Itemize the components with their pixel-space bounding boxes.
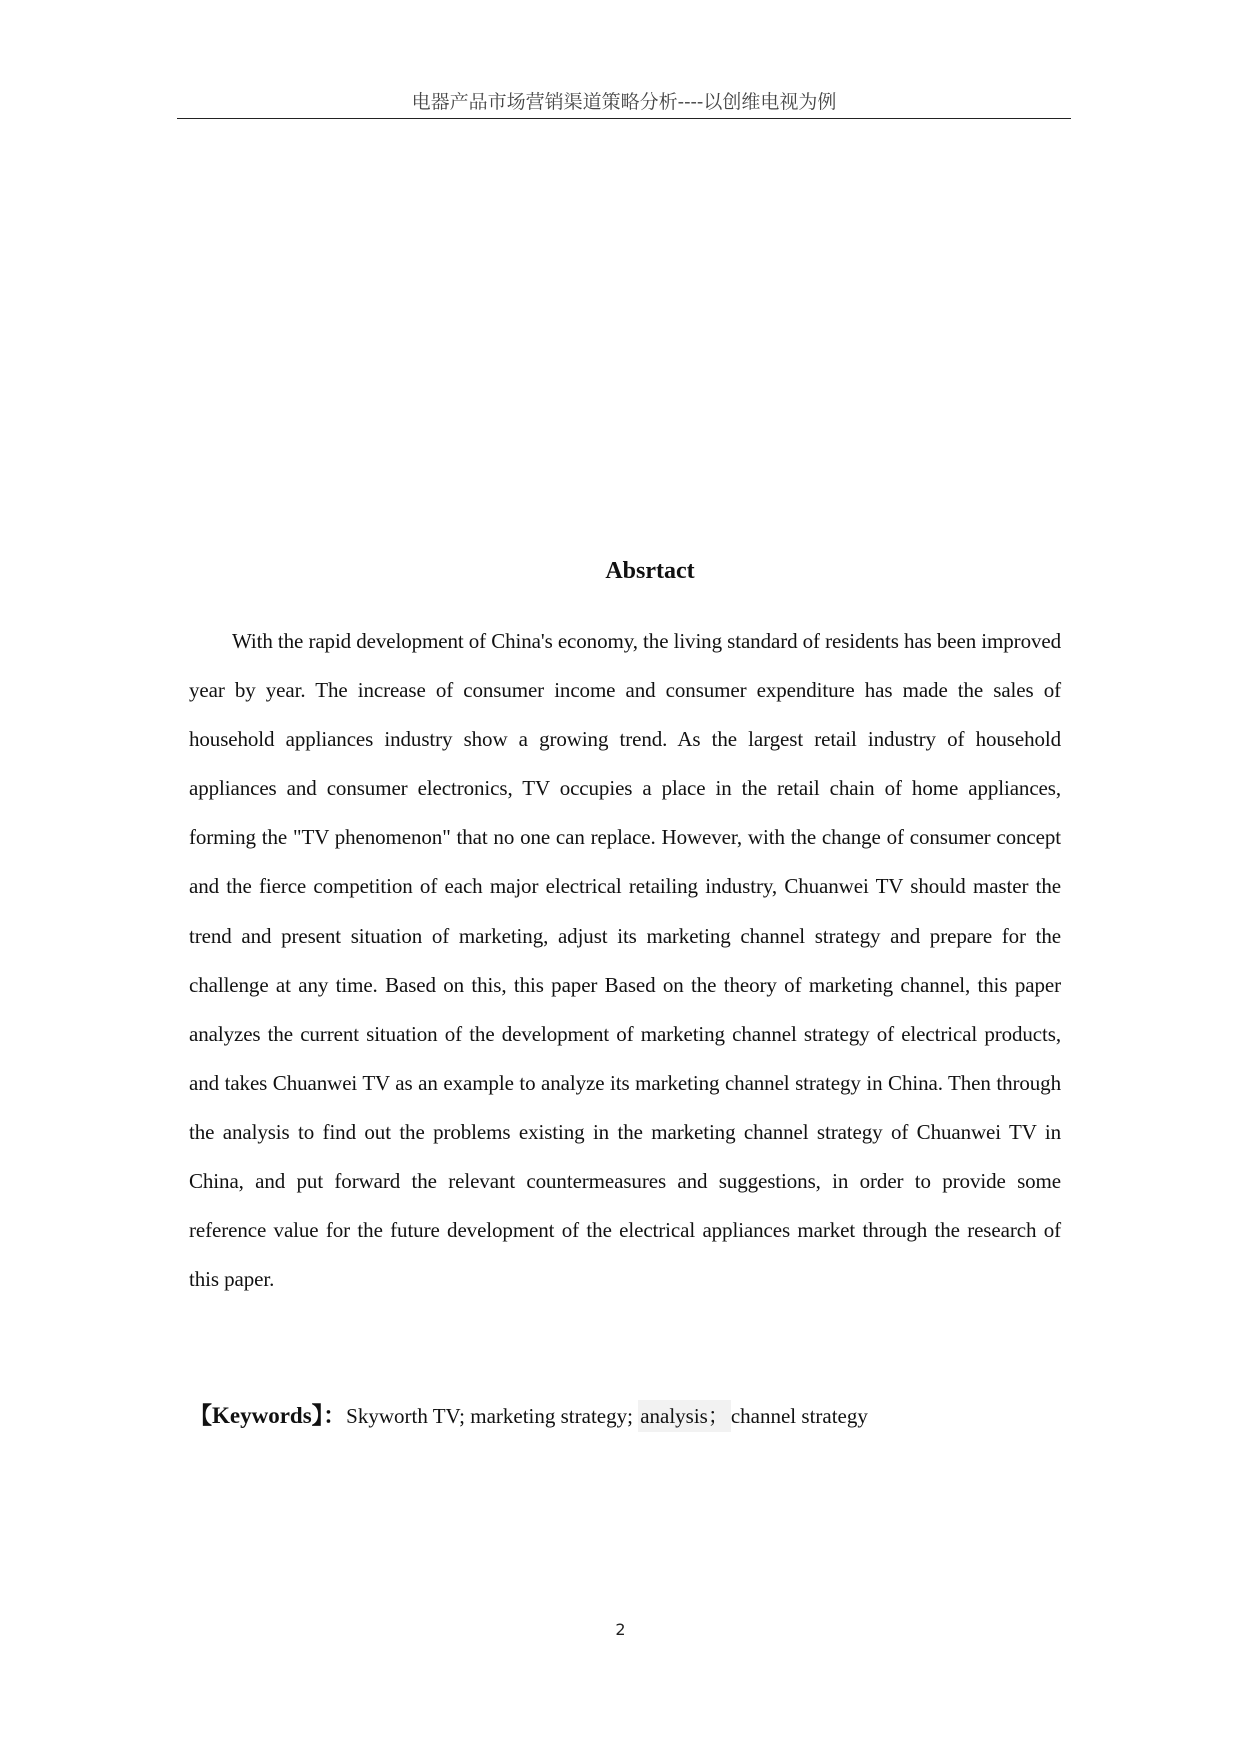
keywords-items: Skyworth TV; marketing strategy; [346, 1404, 639, 1428]
abstract-title: Absrtact [605, 558, 695, 584]
keywords-items-end: channel strategy [730, 1404, 868, 1428]
keywords-label: 【Keywords】： [189, 1403, 347, 1428]
page-number: 2 [615, 1620, 626, 1639]
running-header: 电器产品市场营销渠道策略分析----以创维电视为例 [411, 91, 837, 113]
header-rule [177, 118, 1071, 119]
abstract-body: With the rapid development of China's economy, the living standard of residents has been improved year by year. The increase of consumer income and consumer expenditure has made the sales of household appliances industry show a growing trend. As the largest retail industry of household appliances and consumer electronics, TV occupies a place in the retail chain of home appliances, forming the "TV phenomenon" that no one can replace. However, with the change of consumer concept and the fierce competition of each major electrical retailing industry, Chuanwei TV should master the trend and present situation of marketing, adjust its marketing channel strategy and prepare for the challenge at any time. Based on this, this paper Based on the theory of marketing channel, this paper analyzes the current situation of the development of marketing channel strategy of electrical products, and takes Chuanwei TV as an example to analyze its marketing channel strategy in China. Then through the analysis to find out the problems existing in the marketing channel strategy of Chuanwei TV in China, and put forward the relevant countermeasures and suggestions, in order to provide some reference value for the future development of the electrical appliances market through the research of this paper. [189, 629, 1061, 1292]
keywords-highlighted-item: analysis； [638, 1400, 731, 1432]
keywords-line [189, 1398, 868, 1434]
